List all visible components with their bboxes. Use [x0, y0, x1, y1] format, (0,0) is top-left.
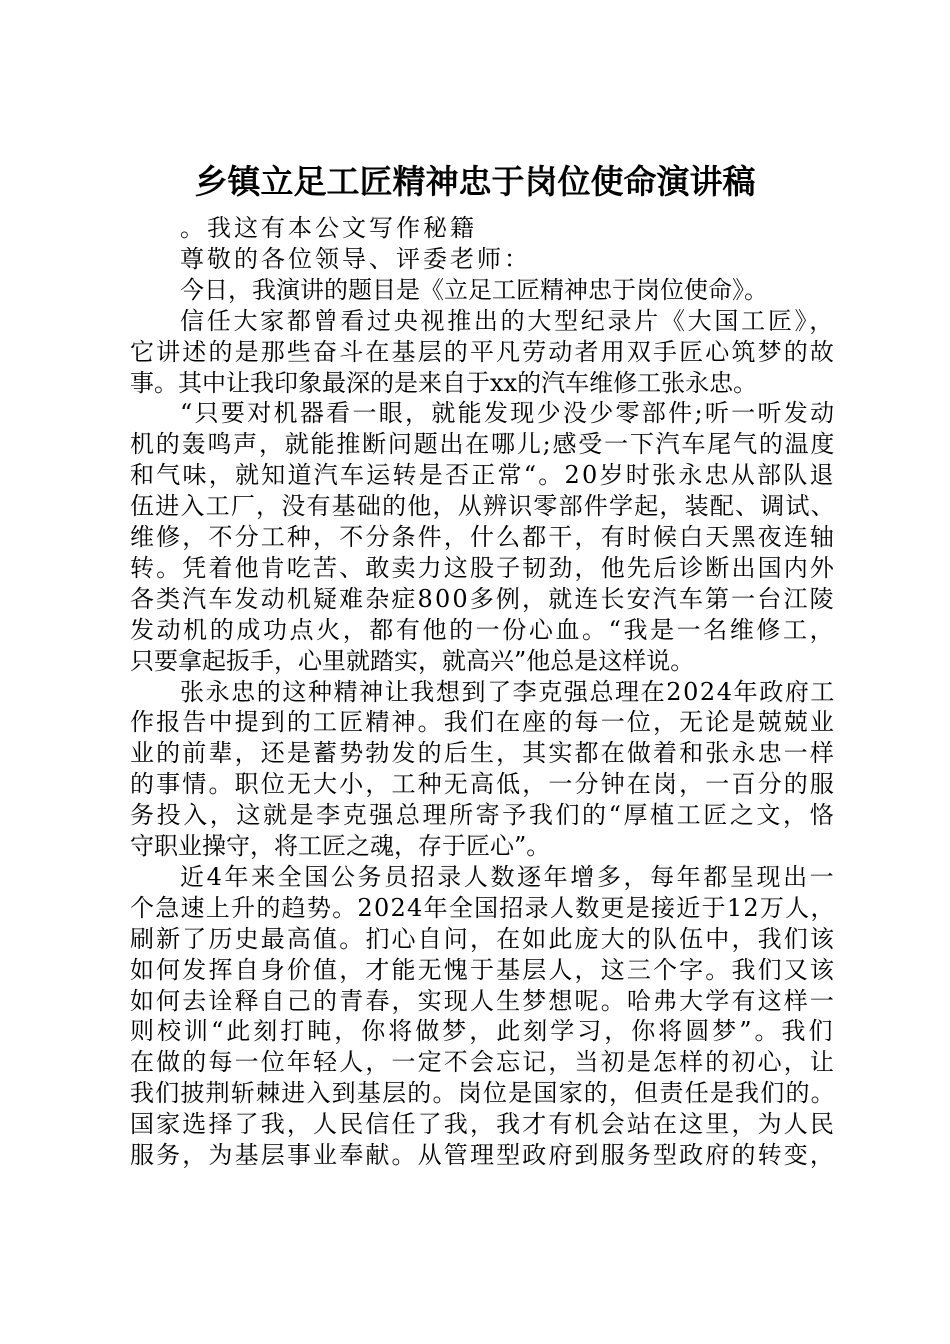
paragraph-line: 伍进入工厂，没有基础的他，从辨识零部件学起，装配、调试、 — [130, 492, 836, 520]
paragraph-line: 事。其中让我印象最深的是来自于xx的汽车维修工张永忠。 — [130, 369, 758, 397]
paragraph-line: “只要对机器看一眼，就能发现少没少零部件;听一听发动 — [180, 399, 837, 427]
paragraph-line: 作报告中提到的工匠精神。我们在座的每一位，无论是兢兢业 — [130, 708, 837, 736]
paragraph-line: 务投入，这就是李克强总理所寄予我们的“厚植工匠之文，恪 — [130, 801, 837, 829]
paragraph-line: 如何发挥自身价值，才能无愧于基层人，这三个字。我们又该 — [130, 956, 837, 984]
paragraph-line: 张永忠的这种精神让我想到了李克强总理在2024年政府工 — [180, 678, 837, 706]
paragraph-line: 在做的每一位年轻人，一定不会忘记，当初是怎样的初心，让 — [130, 1048, 837, 1076]
paragraph-line: 业的前辈，还是蓄势勃发的后生，其实都在做着和张永忠一样 — [130, 739, 837, 767]
paragraph-line: 机的轰鸣声，就能推断问题出在哪儿;感受一下汽车尾气的温度 — [130, 430, 837, 458]
paragraph-line: 近4年来全国公务员招录人数逐年增多，每年都呈现出一 — [180, 863, 837, 891]
paragraph-line: 我们披荆斩棘进入到基层的。岗位是国家的，但责任是我们的。 — [130, 1079, 836, 1107]
paragraph-line: 发动机的成功点火，都有他的一份心血。“我是一名维修工， — [130, 616, 837, 644]
paragraph-line: 各类汽车发动机疑难杂症800多例，就连长安汽车第一台江陵 — [130, 585, 836, 613]
paragraph-line: 个急速上升的趋势。2024年全国招录人数更是接近于12万人， — [130, 894, 836, 922]
paragraph-line: 的事情。职位无大小，工种无高低，一分钟在岗，一百分的服 — [130, 770, 837, 798]
paragraph-line: 今日，我演讲的题目是《立足工匠精神忠于岗位使命》。 — [180, 276, 768, 304]
paragraph-line: 只要拿起扳手，心里就踏实，就高兴”他总是这样说。 — [130, 647, 695, 675]
paragraph-line: 维修，不分工种，不分条件，什么都干，有时候白天黑夜连轴 — [130, 523, 837, 551]
paragraph-line: 。我这有本公文写作秘籍 — [180, 214, 477, 242]
paragraph-line: 尊敬的各位领导、评委老师： — [180, 245, 531, 273]
paragraph-line: 国家选择了我，人民信任了我，我才有机会站在这里，为人民 — [130, 1110, 837, 1138]
document-title: 乡镇立足工匠精神忠于岗位使命演讲稿 — [194, 162, 756, 201]
paragraph-line: 它讲述的是那些奋斗在基层的平凡劳动者用双手匠心筑梦的故 — [130, 338, 837, 366]
paragraph-line: 如何去诠释自己的青春，实现人生梦想呢。哈弗大学有这样一 — [130, 987, 837, 1015]
paragraph-line: 转。凭着他肯吃苦、敢卖力这股子韧劲，他先后诊断出国内外 — [130, 554, 837, 582]
paragraph-line: 刷新了历史最高值。扪心自问，在如此庞大的队伍中，我们该 — [130, 925, 837, 953]
paragraph-line: 则校训“此刻打盹，你将做梦，此刻学习，你将圆梦”。我们 — [130, 1017, 836, 1045]
paragraph-line: 和气味，就知道汽车运转是否正常“。20岁时张永忠从部队退 — [130, 461, 836, 489]
paragraph-line: 服务，为基层事业奉献。从管理型政府到服务型政府的转变， — [130, 1141, 837, 1169]
paragraph-line: 信任大家都曾看过央视推出的大型纪录片《大国工匠》， — [180, 307, 836, 335]
paragraph-line: 守职业操守，将工匠之魂，存于匠心”。 — [130, 832, 551, 860]
